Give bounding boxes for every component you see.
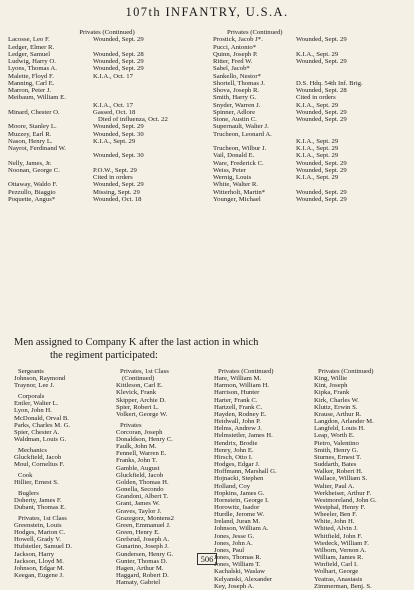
service-note: K.I.A., Sept. 29 — [296, 152, 339, 160]
roster-row — [213, 87, 408, 94]
soldier-name: Jones, Jesse G. — [214, 532, 255, 540]
soldier-name: Volkert, George W. — [116, 410, 168, 418]
service-note: K.I.A., Oct. 17 — [93, 101, 133, 109]
soldier-name: Entler, Walter L. — [14, 400, 59, 408]
soldier-name: Golden, Thomas H. — [116, 478, 169, 486]
soldier-name: Gundersen, Henry G. — [116, 550, 174, 558]
soldier-name: Westmoreland, John G. — [314, 496, 377, 504]
service-note: P.O.W., Sept. 29 — [93, 166, 137, 174]
soldier-name: Traynor, Lee J. — [14, 382, 55, 390]
soldier-name: Hornstein, George I. — [214, 496, 269, 504]
soldier-name: Ritter, Fred W. — [213, 58, 253, 65]
soldier-name: White, Walter R. — [213, 181, 259, 189]
soldier-name: Harter, Frank C. — [214, 396, 258, 404]
roster-row — [8, 152, 206, 159]
roster-row — [8, 102, 206, 109]
soldier-name: Pucci, Antonio* — [213, 43, 257, 51]
roster-row — [8, 116, 206, 123]
column-heading: Privates (Continued) — [227, 29, 283, 36]
soldier-name: Howell, Grady V. — [14, 536, 61, 544]
service-note: Cited in orders — [296, 94, 336, 102]
roster-row — [213, 160, 408, 167]
soldier-name: Hillier, Ernest S. — [14, 478, 59, 486]
soldier-name: Gluckfield, Jacob — [116, 471, 164, 479]
soldier-name: Faulk, John M. — [116, 443, 157, 451]
soldier-name: Winfield, Carl I. — [314, 561, 358, 569]
page-header: 107th INFANTRY, U.S.A. — [125, 5, 289, 19]
soldier-name: Gamble, August — [116, 464, 160, 472]
soldier-name: Spier, Robert L. — [116, 403, 159, 411]
roster-row — [213, 189, 408, 196]
soldier-name: Holland, Coy — [214, 482, 251, 490]
service-note: K.I.A., Sept. 29 — [296, 101, 339, 109]
soldier-name: Green, Emmanuel J. — [116, 521, 171, 529]
soldier-name: Horowitz, Isador — [214, 503, 260, 511]
soldier-name: Weiss, Peter — [213, 166, 246, 174]
section-heading: Privates (Continued) — [218, 368, 274, 375]
service-note: Wounded, Sept. 29 — [93, 181, 144, 189]
roster-top — [8, 29, 408, 359]
roster-row — [8, 196, 206, 203]
soldier-name: Shortell, Thomas J. — [213, 79, 265, 87]
soldier-name: Kelyanski, Alexander — [214, 575, 272, 583]
roster-column-left — [8, 29, 206, 203]
soldier-name: Gunter, Thomas D. — [116, 557, 168, 565]
soldier-name: Henry, John E. — [214, 446, 254, 454]
intro-line: Men assigned to Company K after the last action in which — [14, 337, 259, 348]
roster-row — [213, 51, 408, 58]
page-number-box: 506 — [197, 553, 218, 565]
roster-row — [8, 73, 206, 80]
soldier-name: Hodges, Edgar J. — [214, 461, 260, 469]
soldier-name: Wallace, William S. — [314, 475, 368, 483]
service-note: Wounded, Sept. 29 — [296, 36, 347, 44]
service-note: Cited in orders — [93, 174, 133, 181]
roster-row — [8, 138, 206, 145]
soldier-name: Suddarth, Bates — [314, 461, 357, 469]
service-note: K.I.A., Sept. 29 — [296, 174, 339, 181]
soldier-name: Stone, Austin C. — [213, 116, 257, 123]
service-note: Wounded, Sept. 28 — [296, 87, 347, 94]
roster-row — [213, 174, 408, 181]
soldier-name: Jackson, Harry — [14, 550, 55, 558]
soldier-name: Johnson, William A. — [214, 525, 269, 533]
soldier-name: Manning, Carl E. — [8, 79, 55, 87]
soldier-name: Wilborn, Vernon A. — [314, 546, 367, 554]
soldier-name: Malette, Floyd F. — [8, 72, 54, 80]
soldier-name: Wheeler, Ben F. — [314, 511, 358, 519]
soldier-name: Poquette, Angus* — [8, 195, 56, 203]
page-number — [0, 554, 414, 564]
roster-row — [213, 58, 408, 65]
soldier-name: Vail, Donald E. — [213, 152, 255, 160]
soldier-name: Harrison, Hunter — [214, 389, 260, 397]
soldier-name: Wernig, Louis — [213, 174, 252, 181]
roster-row — [8, 94, 206, 101]
section-heading: Sergeants — [18, 368, 44, 375]
soldier-name: Grefsrud, Joseph A. — [116, 536, 170, 544]
roster-row — [8, 181, 206, 188]
section-heading: Privates (Continued) — [318, 368, 374, 375]
soldier-name: Moul, Cornelius F. — [14, 461, 65, 469]
soldier-name: Hodges, Marion C. — [14, 529, 66, 537]
section-heading: Privates — [120, 421, 142, 429]
service-note: Wounded, Sept. 29 — [93, 58, 144, 65]
soldier-name: Whited, Alvin J. — [314, 525, 358, 533]
soldier-name: Klevick, Frank — [116, 389, 157, 397]
soldier-name: Spier, Chester A. — [14, 428, 60, 436]
soldier-name: Skipper, Archie D. — [116, 396, 166, 404]
soldier-name: William, James R. — [314, 554, 364, 562]
soldier-name: Hare, William M. — [214, 375, 262, 383]
soldier-name: Jones, Thomas R. — [214, 554, 262, 562]
soldier-name: Hartzell, Frank C. — [214, 403, 263, 411]
soldier-name: Key, Joseph A. — [214, 582, 255, 590]
service-note: Wounded, Sept. 29 — [93, 36, 144, 44]
soldier-name: Wiedeck, William F. — [314, 539, 369, 547]
soldier-name: Walter, Paul A. — [314, 482, 355, 490]
soldier-name: Smith, Harry G. — [213, 94, 257, 102]
roster-row — [8, 80, 206, 87]
soldier-name: Gunarino, Joseph J. — [116, 543, 169, 551]
service-note: Wounded, Oct. 18 — [93, 195, 142, 203]
soldier-name: Ottaway, Waldo F. — [8, 181, 58, 189]
soldier-name: Sabel, Jacob* — [213, 65, 250, 73]
soldier-name: Walker, Robert H. — [314, 468, 363, 476]
assigned-column-1 — [8, 368, 108, 579]
soldier-name: Grandoni, Albert T. — [116, 493, 169, 501]
soldier-name: Pietro, Valentino — [314, 439, 359, 447]
roster-row — [213, 116, 408, 123]
soldier-name: Kittleson, Carl E. — [116, 382, 163, 390]
soldier-name: Wolhart, George — [314, 568, 359, 576]
soldier-name: Johnson, Edgar M. — [14, 564, 65, 572]
roster-row — [213, 138, 408, 145]
soldier-name: Parks, Charles M. G. — [14, 421, 71, 429]
section-heading: Buglers — [18, 489, 39, 497]
soldier-name: Sturnes, Ernest T. — [314, 453, 362, 461]
soldier-name: Younger, Michael — [213, 195, 261, 203]
soldier-name: Gonella, Secondo — [116, 486, 164, 494]
soldier-name: Haggard, Robert D. — [116, 571, 169, 579]
roster-row — [213, 94, 408, 101]
roster-column-right — [213, 29, 408, 203]
roster-row — [8, 44, 206, 51]
soldier-name: Kluttz, Erwin S. — [314, 403, 358, 411]
soldier-name: Noonan, George C. — [8, 166, 60, 174]
service-note: K.I.A., Sept. 29 — [93, 137, 136, 145]
soldier-name: Ludwig, Harry O. — [8, 58, 56, 65]
roster-row — [8, 36, 206, 43]
soldier-name: Smith, Henry G. — [314, 446, 359, 454]
soldier-name: Fennell, Warren E. — [116, 450, 167, 458]
soldier-name: Moore, Stanley L. — [8, 123, 57, 131]
soldier-name: Ledger, Elmer R. — [8, 43, 55, 51]
soldier-name: Witterholt, Martin* — [213, 188, 266, 196]
roster-row — [8, 131, 206, 138]
soldier-name: Helmstetler, James H. — [214, 432, 273, 440]
soldier-name: Trucheon, Wilbur J. — [213, 145, 267, 152]
soldier-name: Jones, Paul — [214, 546, 245, 554]
soldier-name: Muzzey, Earl R. — [8, 130, 52, 138]
roster-row — [8, 123, 206, 130]
soldier-name: Corcoran, Joseph — [116, 428, 163, 436]
soldier-name: Zimmerman, Benj. S. — [314, 582, 372, 590]
soldier-name: Hopkins, James G. — [214, 489, 265, 497]
soldier-name: Ireland, Juran M. — [214, 518, 261, 526]
roster-row — [8, 167, 206, 174]
roster-row — [213, 36, 408, 43]
roster-row — [213, 152, 408, 159]
soldier-name: Whitfield, John F. — [314, 532, 363, 540]
soldier-name: Green, Henry E. — [116, 529, 160, 537]
soldier-name: Westphal, Henry F. — [314, 503, 366, 511]
service-note: K.I.A., Sept. 29 — [296, 145, 339, 152]
service-note: Wounded, Sept. 29 — [296, 195, 347, 203]
roster-row — [213, 123, 408, 130]
roster-row — [8, 87, 206, 94]
section-heading: Cook — [18, 471, 33, 479]
soldier-name: Nason, Henry L. — [8, 137, 53, 145]
service-note: Wounded, Sept. 30 — [93, 130, 144, 138]
soldier-name: Jones, William T. — [214, 561, 261, 569]
roster-row — [213, 102, 408, 109]
roster-row — [8, 51, 206, 58]
soldier-name: Hagen, Arthur M. — [116, 564, 164, 572]
roster-row — [213, 181, 408, 188]
service-note: Died of influenza, Oct. 22 — [98, 116, 168, 123]
soldier-name: Gluckfield, Jacob — [14, 453, 62, 461]
service-note: K.I.A., Oct. 17 — [93, 72, 133, 80]
soldier-name: Hurdle, Jerome W. — [214, 511, 265, 519]
soldier-name: Hamaty, Gabriel — [116, 579, 161, 587]
soldier-name: Jones, John A. — [214, 539, 253, 547]
service-note: D.S. Hdq. 54th Inf. Brig. — [296, 79, 363, 87]
soldier-name: Nelly, James, Jr. — [8, 159, 52, 167]
roster-row — [8, 160, 206, 167]
service-note: K.I.A., Sept. 29 — [296, 50, 339, 58]
roster-row — [8, 174, 206, 181]
soldier-name: McDonald, Orval B. — [14, 414, 69, 422]
roster-row — [213, 167, 408, 174]
service-note: Wounded, Sept. 28 — [93, 50, 144, 58]
roster-row — [213, 109, 408, 116]
roster-row — [213, 65, 408, 72]
soldier-name: Quinn, Joseph P. — [213, 50, 258, 58]
roster-row — [213, 73, 408, 80]
service-note: Wounded, Sept. 29 — [296, 108, 347, 116]
service-note: Wounded, Sept. 29 — [296, 116, 347, 123]
soldier-name: Marron, Peter J. — [8, 87, 52, 94]
soldier-name: Lyon, John H. — [14, 407, 52, 415]
soldier-name: Jackson, Lloyd M. — [14, 557, 64, 565]
roster-row — [8, 65, 206, 72]
roster-row — [8, 109, 206, 116]
roster-row — [213, 131, 408, 138]
soldier-name: Kirk, Charles W. — [314, 396, 359, 404]
service-note: Wounded, Sept. 29 — [296, 188, 347, 196]
soldier-name: Donaldson, Henry C. — [116, 436, 173, 443]
section-heading: Mechanics — [18, 446, 47, 454]
column-heading: Privates (Continued) — [79, 29, 135, 36]
soldier-name: Franks, John T. — [116, 457, 157, 465]
soldier-name: Sankello, Nestor* — [213, 72, 261, 80]
soldier-name: Grant, James W. — [116, 500, 160, 508]
roster-row — [8, 145, 206, 152]
soldier-name: Kipka, Frank — [314, 389, 350, 397]
service-note: Wounded, Sept. 29 — [296, 58, 347, 65]
soldier-name: Kint, Joseph — [314, 382, 348, 390]
soldier-name: Trucheon, Leonard A. — [213, 130, 272, 138]
soldier-name: Hayden, Rodney E. — [214, 410, 267, 418]
soldier-name: Hendrix, Brodie — [214, 439, 258, 447]
service-note: Wounded, Sept. 30 — [93, 152, 144, 160]
soldier-name: Johnson, Raymond — [14, 375, 66, 383]
service-note: Wounded, Sept. 29 — [93, 123, 144, 131]
soldier-name: Helms, Andrew J. — [214, 425, 262, 433]
soldier-name: Snyder, Warren J. — [213, 101, 261, 109]
soldier-name: Krause, Arthur R. — [314, 410, 362, 418]
soldier-name: Shova, Joseph R. — [213, 87, 260, 94]
soldier-name: Greenstein, Louis — [14, 521, 62, 529]
soldier-name: Kachalski, Waslaw — [214, 568, 265, 576]
soldier-name: Grazegorz, Montens2 — [116, 514, 174, 522]
soldier-name: Langfeld, Louis H. — [314, 425, 365, 433]
soldier-name: Pezzullo, Biaggio — [8, 188, 56, 196]
soldier-name: Meibaum, William E. — [8, 94, 66, 102]
roster-row — [213, 196, 408, 203]
soldier-name: Yeatras, Anastasis — [314, 575, 363, 583]
soldier-name: Langdon, Arlander M. — [314, 418, 374, 426]
soldier-name: Waldman, Louis G. — [14, 436, 67, 443]
soldier-name: Dubant, Thomas E. — [14, 504, 66, 512]
roster-row — [213, 44, 408, 51]
service-note: Gassed, Oct. 18 — [93, 108, 136, 116]
soldier-name: Ledger, Samuel — [8, 50, 51, 58]
soldier-name: Prostick, Jacob J*. — [213, 36, 263, 44]
soldier-name: Lyons, Thomas A. — [8, 65, 57, 73]
soldier-name: Keegan, Eugene J. — [14, 572, 64, 580]
soldier-name: Werkheiser, Arthur F. — [314, 489, 372, 497]
soldier-name: Leap, Worth E. — [314, 432, 355, 440]
soldier-name: Ware, Frederick C. — [213, 159, 264, 167]
soldier-name: Spinner, Adlore — [213, 108, 256, 116]
soldier-name: Supernault, Walter J. — [213, 123, 269, 131]
section-heading: Privates, 1st Class — [120, 368, 169, 375]
roster-row — [8, 58, 206, 65]
service-note: Wounded, Sept. 29 — [93, 65, 144, 73]
section-heading: Privates, 1st Class — [18, 514, 67, 522]
soldier-name: Hoffmann, Marshall G. — [214, 468, 277, 476]
intro-line: the regiment participated: — [50, 350, 158, 361]
soldier-name: Hojnacki, Stephen — [214, 475, 264, 483]
service-note: K.I.A., Sept. 29 — [296, 137, 339, 145]
soldier-name: Heidwall, John P. — [214, 418, 261, 426]
roster-row — [213, 145, 408, 152]
roster-row — [8, 189, 206, 196]
service-note: Wounded, Sept. 29 — [296, 166, 347, 174]
soldier-name: King, Willie — [314, 375, 348, 383]
service-note: Missing, Sept. 29 — [93, 188, 140, 196]
service-note: Wounded, Sept. 29 — [296, 159, 347, 167]
soldier-name: Hirsch, Otto I. — [214, 453, 253, 461]
roster-row — [213, 80, 408, 87]
soldier-name: Doherty, James F. — [14, 496, 62, 504]
soldier-name: White, John H. — [314, 518, 355, 526]
section-heading-continued: (Continued) — [122, 375, 155, 383]
soldier-name: Harmon, William H. — [214, 382, 269, 390]
soldier-name: Hufstetler, Samuel D. — [14, 543, 73, 551]
soldier-name: Nayrot, Ferdinand W. — [8, 145, 66, 152]
section-heading: Corporals — [18, 393, 45, 401]
soldier-name: Graves, Taylor J. — [116, 507, 162, 515]
soldier-name: Lacosse, Leo F. — [8, 36, 50, 44]
soldier-name: Minard, Chester O. — [8, 108, 60, 116]
